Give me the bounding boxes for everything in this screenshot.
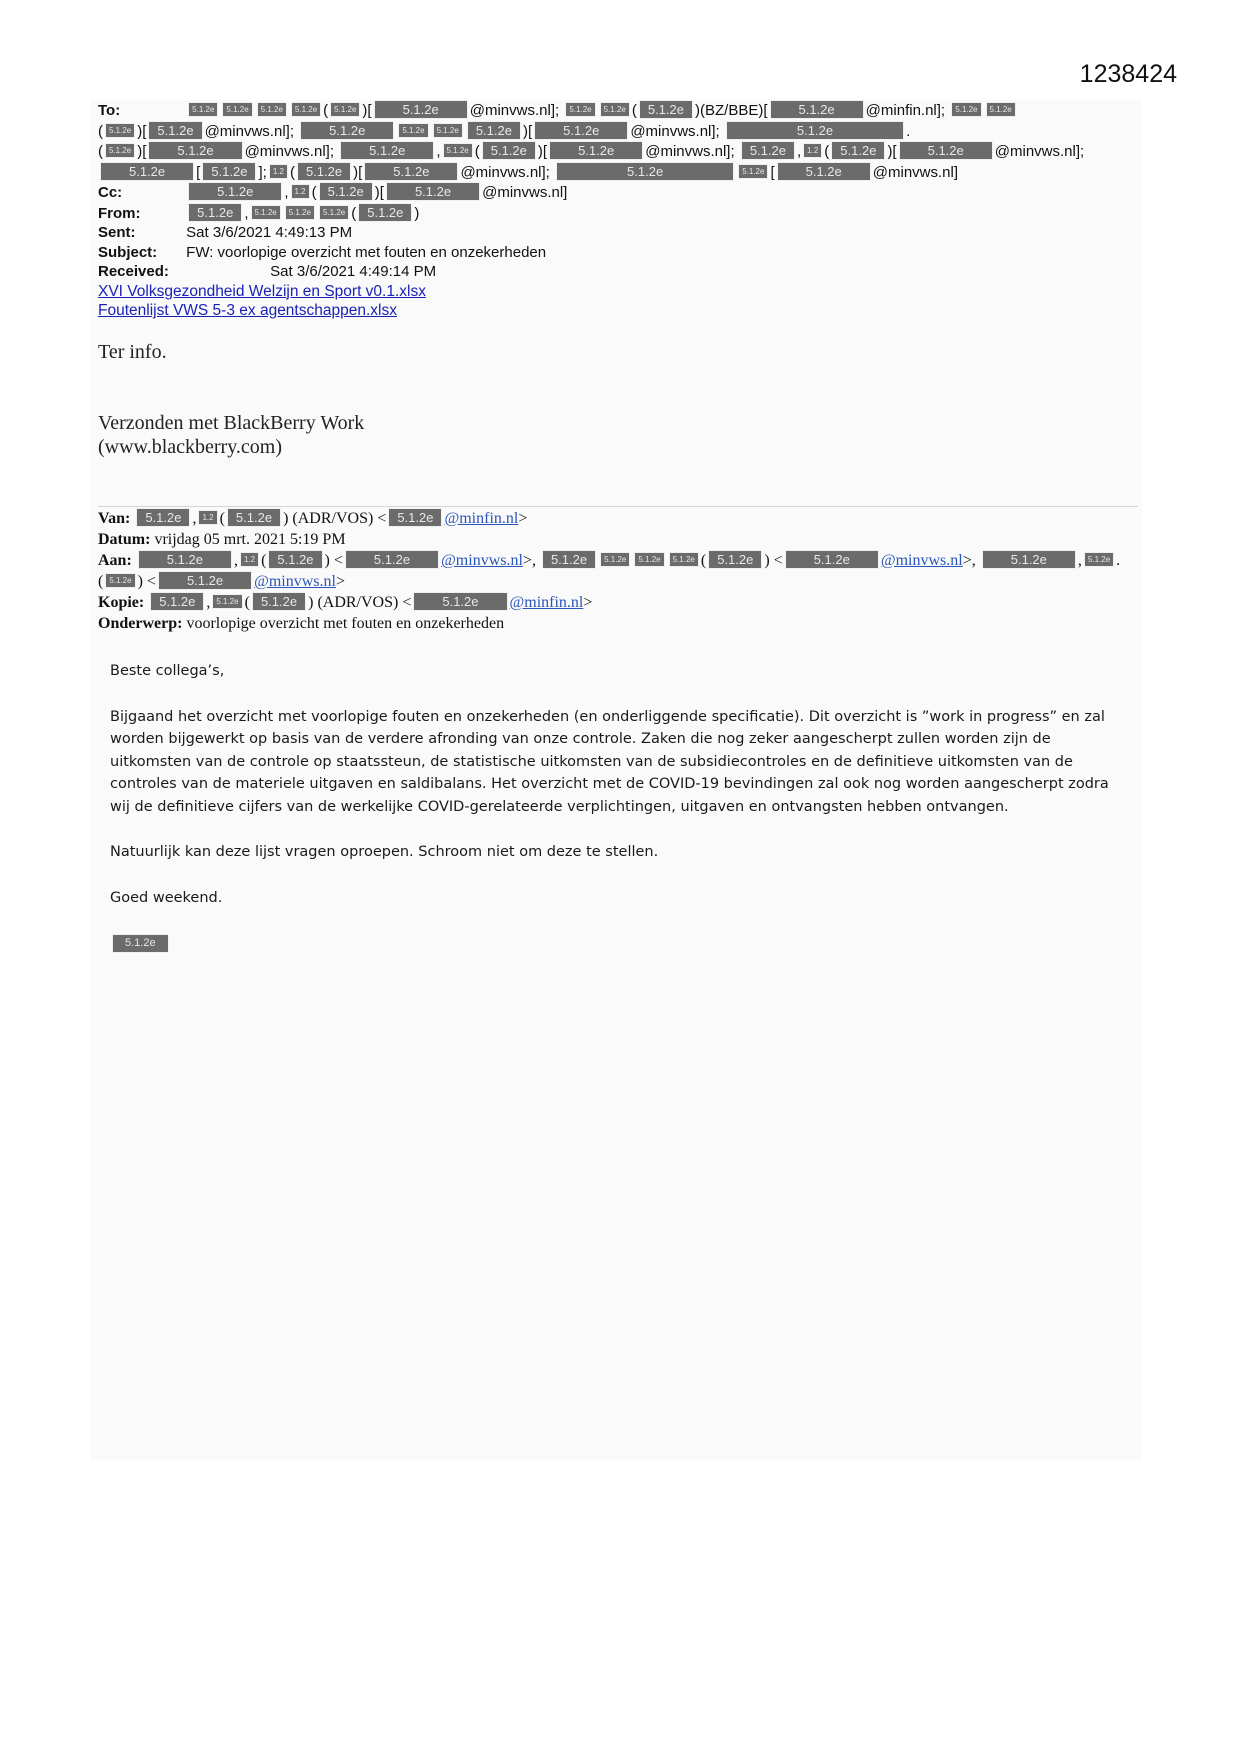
redaction: 5.1.2e: [741, 141, 795, 160]
redaction: 5.1.2e: [770, 100, 864, 119]
redaction: 5.1.2e: [212, 594, 242, 609]
redaction: 5.1.2e: [634, 552, 664, 567]
redaction: 5.1.2e: [252, 592, 306, 611]
redaction: 5.1.2e: [565, 102, 595, 117]
redaction: 5.1.2e: [340, 141, 434, 160]
intro-text: Ter info.: [98, 341, 167, 363]
kopie-org: ) (ADR/VOS) <: [308, 594, 412, 611]
redaction: 5.1.2e: [319, 205, 349, 220]
redaction: 5.1.2e: [982, 550, 1076, 569]
redaction: 5.1.2e: [831, 141, 885, 160]
redaction: 5.1.2e: [222, 102, 252, 117]
redaction: 5.1.2e: [1084, 552, 1114, 567]
redaction: 5.1.2e: [291, 102, 321, 117]
redaction: 5.1.2e: [986, 102, 1016, 117]
email-link[interactable]: @minvws.nl: [441, 552, 523, 569]
kopie-label: Kopie:: [98, 594, 145, 611]
redaction: 5.1.2e: [158, 571, 252, 590]
redaction: 5.1.2e: [136, 508, 190, 527]
redaction: 5.1.2e: [138, 550, 232, 569]
datum-row: [98, 529, 1138, 550]
redaction: 5.1.2e: [297, 162, 351, 181]
domain-text: @minfin.nl];: [865, 102, 946, 119]
aan-label: Aan:: [98, 552, 132, 569]
redaction: 5.1.2e: [100, 162, 194, 181]
domain-text: @minvws.nl];: [645, 143, 735, 160]
redaction: 5.1.2e: [148, 141, 242, 160]
redaction: 5.1.2e: [358, 203, 412, 222]
redaction: 5.1.2e: [285, 205, 315, 220]
signature-line: Verzonden met BlackBerry Work: [98, 412, 365, 434]
van-row: Van: 5.1.2e , 1.2 ( 5.1.2e ) (ADR/VOS) < 5.1.2e @minfin.nl>: [98, 510, 528, 527]
redaction: 5.1.2e: [374, 100, 468, 119]
aan-row: Aan: 5.1.2e , 1.2 ( 5.1.2e ) < 5.1.2e @minvws.nl>, 5.1.2e 5.1.2e 5.1.2e 5.1.2e ( 5.1.2e ) < 5.1.2e @minvws.nl>, 5.1.2e , 5.1.2e .: [98, 552, 1121, 569]
redaction: 5.1.2e: [433, 123, 463, 138]
redaction: 5.1.2e: [549, 141, 643, 160]
sent-label: Sent:: [98, 224, 136, 241]
redaction: 5.1.2e: [257, 102, 287, 117]
van-label: Van:: [98, 510, 131, 527]
redaction: 5.1.2e: [345, 550, 439, 569]
redaction: 5.1.2e: [542, 550, 596, 569]
redaction: 5.1.2e: [105, 123, 135, 138]
domain-text: @minvws.nl]: [482, 184, 568, 201]
redaction: 5.1.2e: [251, 205, 281, 220]
redaction: 5.1.2e: [443, 143, 473, 158]
onderwerp-label: Onderwerp:: [98, 615, 183, 632]
redaction: 5.1.2e: [556, 162, 734, 181]
redaction: 5.1.2e: [300, 121, 394, 140]
received-row: [98, 262, 1118, 282]
attachment-link[interactable]: Foutenlijst VWS 5-3 ex agentschappen.xlsx: [98, 302, 397, 319]
redaction: 5.1.2e: [482, 141, 536, 160]
redaction: 5.1.2e: [398, 123, 428, 138]
redaction: 5.1.2e: [319, 182, 373, 201]
to-row: To: 5.1.2e 5.1.2e 5.1.2e 5.1.2e ( 5.1.2e )[ 5.1.2e @minvws.nl]; 5.1.2e 5.1.2e ( 5.1.2e )(BZ/BBE)[ 5.1.2e @minfin.nl]; 5.1.2e 5.1.2e: [98, 100, 1118, 121]
redaction: 5.1.2e: [726, 121, 904, 140]
received-value: Sat 3/6/2021 4:49:14 PM: [270, 263, 437, 280]
cc-row: Cc: 5.1.2e , 1.2 ( 5.1.2e )[ 5.1.2e @minvws.nl]: [98, 184, 568, 201]
paragraph-1: Bijgaand het overzicht met voorlopige fouten en onzekerheden (en onderliggende specificatie). Dit overzicht is ”work in progress” en zal worden bijgewerkt op basis van de verdere afronding van onze controle. Zaken die nog zeker aangescherpt zullen worden zijn de uitkomsten van de controle op staatssteun, de statistische uitkomsten van de subsidiecontroles en de definitieve uitkomsten van de controles van de materiele uitgaven en saldibalans. Het overzicht met de COVID-19 bevindingen zal ook nog worden aangescherpt zodra wij de definitieve cijfers van de werkelijke COVID-gerelateerde verplichtingen, uitgaven en ontvangsten hebben ontvangen.: [110, 708, 1109, 815]
onderwerp-value: voorlopige overzicht met fouten en onzekerheden: [186, 615, 505, 632]
redaction: 5.1.2e: [202, 162, 256, 181]
redaction: 5.1.2e: [150, 592, 204, 611]
signature-url: (www.blackberry.com): [98, 436, 282, 458]
email-link[interactable]: @minvws.nl: [254, 573, 336, 590]
subject-value: FW: voorlopige overzicht met fouten en onzekerheden: [186, 243, 547, 261]
redaction: 5.1.2e: [148, 121, 202, 140]
subject-label: Subject:: [98, 243, 158, 261]
document-number: 1238424: [1079, 60, 1177, 88]
message-body: [110, 660, 1120, 955]
van-org: ) (ADR/VOS) <: [283, 510, 387, 527]
email-link[interactable]: @minfin.nl: [509, 594, 584, 611]
to-row-4: 5.1.2e [ 5.1.2e ]; 1.2 ( 5.1.2e )[ 5.1.2e @minvws.nl]; 5.1.2e 5.1.2e [ 5.1.2e @minvws.nl]: [98, 162, 1118, 183]
redaction: 5.1.2e: [600, 102, 630, 117]
redaction: 1.2: [291, 184, 310, 199]
redaction: 5.1.2e: [330, 102, 360, 117]
redaction: 5.1.2e: [105, 573, 135, 588]
redaction: 5.1.2e: [268, 550, 322, 569]
redaction: 5.1.2e: [639, 100, 693, 119]
subject-row: [98, 243, 1118, 263]
email-link[interactable]: @minvws.nl: [880, 552, 963, 569]
received-label: Received:: [98, 263, 169, 280]
redaction: 5.1.2e: [951, 102, 981, 117]
redaction: 5.1.2e: [386, 182, 480, 201]
redaction: 5.1.2e: [534, 121, 628, 140]
attachment-link[interactable]: XVI Volksgezondheid Welzijn en Sport v0.1.xlsx: [98, 282, 426, 300]
kopie-row: Kopie: 5.1.2e , 5.1.2e ( 5.1.2e ) (ADR/VOS) < 5.1.2e @minfin.nl>: [98, 594, 593, 611]
redaction: 5.1.2e: [188, 182, 282, 201]
greeting: Beste collega’s,: [110, 663, 225, 679]
from-row: From: 5.1.2e , 5.1.2e 5.1.2e 5.1.2e ( 5.1.2e ): [98, 204, 420, 222]
org-text: )(BZ/BBE)[: [695, 102, 768, 119]
domain-text: @minvws.nl];: [244, 143, 334, 160]
redaction: 5.1.2e: [105, 143, 135, 158]
redaction: 5.1.2e: [777, 162, 871, 181]
redaction: 1.2: [198, 510, 217, 525]
redaction: 5.1.2e: [413, 592, 507, 611]
redaction: 1.2: [240, 552, 259, 567]
forwarded-header: [98, 508, 1138, 634]
redaction: 5.1.2e: [227, 508, 281, 527]
domain-text: @minvws.nl];: [460, 163, 550, 181]
sent-value: Sat 3/6/2021 4:49:13 PM: [186, 224, 353, 241]
redaction: 5.1.2e: [899, 141, 993, 160]
redaction: 5.1.2e: [785, 550, 879, 569]
to-row-3: ( 5.1.2e )[ 5.1.2e @minvws.nl]; 5.1.2e , 5.1.2e ( 5.1.2e )[ 5.1.2e @minvws.nl]; 5.1.2e , 1.2 ( 5.1.2e )[ 5.1.2e @minvws.nl];: [98, 143, 1085, 160]
from-label: From:: [98, 204, 141, 222]
sent-row: [98, 223, 1118, 243]
email-header: [98, 100, 1118, 321]
datum-value: vrijdag 05 mrt. 2021 5:19 PM: [154, 531, 346, 548]
domain-text: @minvws.nl];: [630, 122, 720, 140]
domain-text: @minvws.nl];: [994, 143, 1085, 160]
redaction: 5.1.2e: [669, 552, 699, 567]
redaction: 5.1.2e: [188, 203, 242, 222]
redaction: 5.1.2e: [738, 164, 768, 179]
to-label: To:: [98, 102, 121, 119]
onderwerp-row: [98, 613, 1138, 634]
paragraph-2: Natuurlijk kan deze lijst vragen oproepen. Schroom niet om deze te stellen.: [110, 844, 659, 860]
aan-row-2: ( 5.1.2e ) < 5.1.2e @minvws.nl>: [98, 573, 345, 590]
signature-redaction: [110, 932, 1120, 955]
redaction: 5.1.2e: [188, 102, 218, 117]
divider: [98, 506, 1138, 507]
redaction: 1.2: [803, 143, 822, 158]
domain-text: @minvws.nl]: [872, 163, 959, 181]
datum-label: Datum:: [98, 531, 151, 548]
domain-text: @minvws.nl];: [469, 102, 560, 119]
redaction: 5.1.2e: [112, 934, 169, 953]
to-row-2: ( 5.1.2e )[ 5.1.2e @minvws.nl]; 5.1.2e 5.1.2e 5.1.2e 5.1.2e )[ 5.1.2e @minvws.nl]; 5.1.2e .: [98, 122, 911, 140]
domain-text: @minvws.nl];: [204, 122, 294, 140]
redaction: 5.1.2e: [600, 552, 630, 567]
redaction: 1.2: [269, 164, 288, 179]
redaction: 5.1.2e: [708, 550, 762, 569]
closing: Goed weekend.: [110, 889, 223, 906]
redaction: 5.1.2e: [467, 121, 521, 140]
redaction: 5.1.2e: [388, 508, 442, 527]
redaction: 5.1.2e: [364, 162, 458, 181]
cc-label: Cc:: [98, 184, 123, 201]
email-link[interactable]: @minfin.nl: [444, 510, 519, 527]
